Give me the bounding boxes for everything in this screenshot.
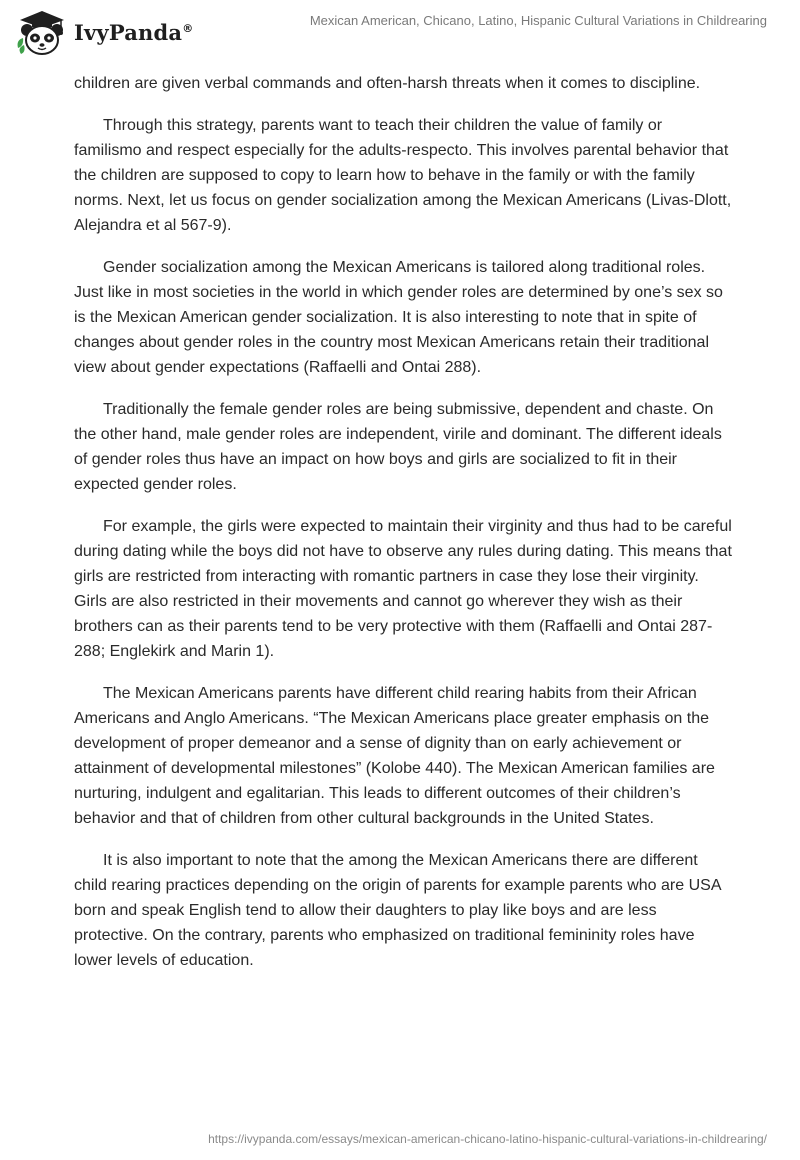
paragraph: Gender socialization among the Mexican Americans is tailored along traditional roles. Just like in most societies in the world in which gender roles are determined by one’s sex so is the Mexican American gender socialization. It is also interesting to note that in spite of changes about gender roles in the country most Mexican Americans retain their traditional view about gender expectations (Raffaelli and Ontai 288). [74,259,723,376]
document-title: Mexican American, Chicano, Latino, Hispanic Cultural Variations in Childrearing [309,13,767,28]
panda-graduate-icon [14,8,70,56]
paragraph: Traditionally the female gender roles are being submissive, dependent and chaste. On the other hand, male gender roles are independent, virile and dominant. The different ideals of gender roles thus have an impact on how boys and girls are socialized to fit in their expected gender roles. [74,401,722,493]
paragraph: The Mexican Americans parents have different child rearing habits from their African Americans and Anglo Americans. “The Mexican Americans place greater emphasis on the development of proper demeanor and a sense of dignity than on early achievement or attainment of developmental milestones” (Kolobe 440). The Mexican American families are nurturing, indulgent and egalitarian. This leads to different outcomes of their children’s behavior and that of children from other cultural backgrounds in the United States. [74,685,715,827]
logo-text: IvyPanda® [74,19,194,45]
source-url[interactable]: https://ivypanda.com/essays/mexican-american-chicano-latino-hispanic-cultural-variations-in-childrearing/ [208,1132,767,1146]
paragraph: For example, the girls were expected to maintain their virginity and thus had to be careful during dating while the boys did not have to observe any rules during dating. This means that girls are restricted from interacting with romantic partners in case they lose their virginity. Girls are also restricted in their movements and cannot go wherever they wish as their brothers can as their parents tend to be very protective with them (Raffaelli and Ontai 287-288; Englekirk and Marin 1). [74,518,732,660]
page-header [0,0,800,60]
paragraph: Through this strategy, parents want to teach their children the value of family or familismo and respect especially for the adults-respecto. This involves parental behavior that the children are supposed to copy to learn how to behave in the family or with the family norms. Next, let us focus on gender socialization among the Mexican Americans (Livas-Dlott, Alejandra et al 567-9). [74,117,732,234]
paragraph: It is also important to note that the among the Mexican Americans there are different child rearing practices depending on the origin of parents for example parents who are USA born and speak English tend to allow their daughters to play like boys and are less protective. On the contrary, parents who emphasized on traditional femininity roles have lower levels of education. [74,852,721,969]
essay-body [74,71,734,990]
ivypanda-logo[interactable] [14,8,193,56]
paragraph: children are given verbal commands and often-harsh threats when it comes to discipline. [74,75,701,92]
